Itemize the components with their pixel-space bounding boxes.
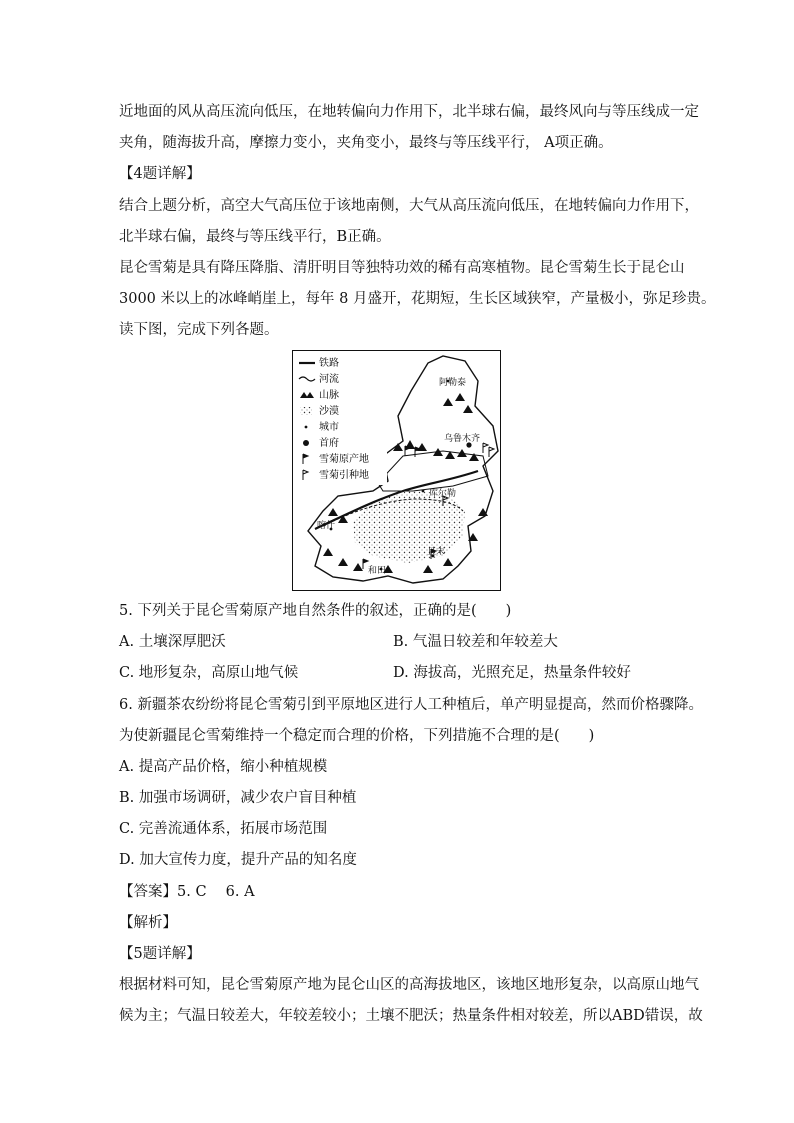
city-label-urumqi: 乌鲁木齐 bbox=[444, 434, 481, 444]
svg-text:首府: 首府 bbox=[319, 438, 339, 449]
city-label-korla: 库尔勒 bbox=[429, 489, 457, 499]
svg-text:铁路: 铁路 bbox=[319, 358, 339, 369]
q5-option-a[interactable]: A. 土壤深厚肥沃 bbox=[119, 634, 226, 650]
xinjiang-map bbox=[292, 350, 501, 591]
svg-text:雪菊引种地: 雪菊引种地 bbox=[319, 470, 369, 481]
map-legend bbox=[295, 355, 387, 485]
city-label-qiemo: 且末 bbox=[427, 547, 446, 557]
paragraph-line: 夹角，随海拔升高，摩擦力变小，夹角变小，最终与等压线平行， A项正确。 bbox=[119, 135, 613, 151]
svg-text:沙漠: 沙漠 bbox=[319, 406, 339, 417]
question-5-stem: 5. 下列关于昆仑雪菊原产地自然条件的叙述，正确的是( ) bbox=[119, 603, 512, 619]
q6-option-d[interactable]: D. 加大宣传力度，提升产品的知名度 bbox=[119, 852, 357, 868]
q6-option-b[interactable]: B. 加强市场调研，减少农户盲目种植 bbox=[119, 790, 357, 806]
q5-option-d[interactable]: D. 海拔高，光照充足，热量条件较好 bbox=[393, 665, 631, 681]
q5-option-c[interactable]: C. 地形复杂，高原山地气候 bbox=[119, 665, 299, 681]
paragraph-line: 读下图，完成下列各题。 bbox=[119, 322, 279, 338]
question-6-stem: 6. 新疆茶农纷纷将昆仑雪菊引到平原地区进行人工种植后，单产明显提高，然而价格骤降。 bbox=[119, 697, 703, 713]
svg-text:雪菊原产地: 雪菊原产地 bbox=[319, 454, 369, 465]
section-heading: 【4题详解】 bbox=[119, 166, 201, 182]
answer-line: 【答案】5. C 6. A bbox=[119, 884, 255, 900]
explanation-line: 根据材料可知，昆仑雪菊原产地为昆仑山区的高海拔地区，该地区地形复杂，以高原山地气 bbox=[119, 977, 699, 993]
svg-text:山脉: 山脉 bbox=[319, 390, 339, 401]
map-drawing bbox=[293, 351, 499, 589]
question-6-stem-cont: 为使新疆昆仑雪菊维持一个稳定而合理的价格，下列措施不合理的是( ) bbox=[119, 728, 595, 744]
city-label-altay: 阿勒泰 bbox=[439, 378, 467, 388]
analysis-heading: 【解析】 bbox=[119, 915, 177, 931]
section-heading: 【5题详解】 bbox=[119, 946, 201, 962]
q5-option-b[interactable]: B. 气温日较差和年较差大 bbox=[393, 634, 558, 650]
explanation-line: 候为主；气温日较差大，年较差较小；土壤不肥沃；热量条件相对较差，所以ABD错误，故 bbox=[119, 1008, 703, 1024]
paragraph-line: 北半球右偏，最终与等压线平行，B正确。 bbox=[119, 229, 391, 245]
paragraph-line: 昆仑雪菊是具有降压降脂、清肝明目等独特功效的稀有高寒植物。昆仑雪菊生长于昆仑山 bbox=[119, 260, 685, 276]
city-label-hotan: 和田 bbox=[368, 566, 387, 576]
svg-text:河流: 河流 bbox=[319, 374, 339, 385]
city-label-kashgar: 喀什 bbox=[317, 521, 336, 531]
paragraph-line: 3000 米以上的冰峰峭崖上，每年 8 月盛开，花期短，生长区域狭窄，产量极小，弥足珍贵。 bbox=[119, 291, 716, 307]
q6-option-c[interactable]: C. 完善流通体系，拓展市场范围 bbox=[119, 821, 328, 837]
svg-text:城市: 城市 bbox=[319, 422, 339, 433]
paragraph-line: 结合上题分析，高空大气高压位于该地南侧，大气从高压流向低压，在地转偏向力作用下， bbox=[119, 198, 699, 214]
paragraph-line: 近地面的风从高压流向低压，在地转偏向力作用下，北半球右偏，最终风向与等压线成一定 bbox=[119, 104, 699, 120]
q6-option-a[interactable]: A. 提高产品价格，缩小种植规模 bbox=[119, 759, 328, 775]
